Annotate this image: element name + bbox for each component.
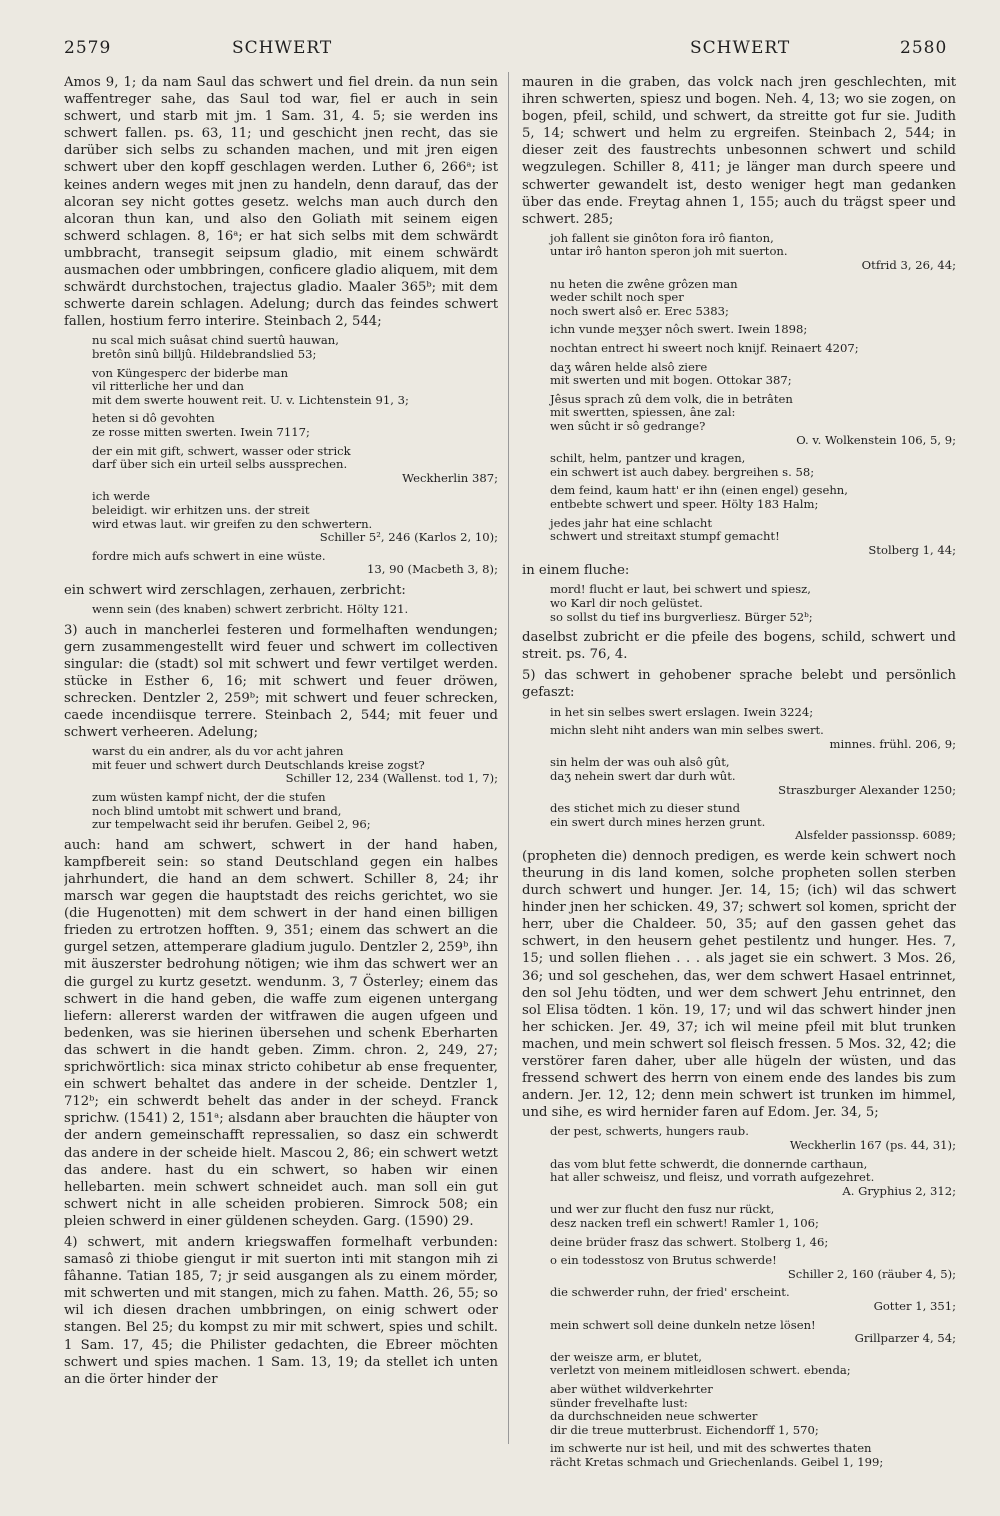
verse-quotation bbox=[92, 334, 498, 361]
verse-quotation bbox=[92, 791, 498, 832]
verse-quotation bbox=[92, 367, 498, 408]
verse-line: bretôn sinû billjû. Hildebrandslied 53; bbox=[92, 347, 317, 361]
verse-quotation bbox=[550, 1236, 956, 1250]
verse-line: wird etwas laut. wir greifen zu den schwertern. bbox=[92, 516, 373, 531]
verse-quotation bbox=[92, 445, 498, 486]
verse-line: schilt, helm, pantzer und kragen, bbox=[550, 451, 746, 466]
verse-line: ich werde bbox=[92, 489, 150, 504]
verse-line: mit swertten, spiessen, âne zal: bbox=[550, 405, 736, 420]
verse-line: daʒ wâren helde alsô ziere bbox=[550, 359, 708, 374]
verse-quotation bbox=[550, 393, 956, 447]
verse-line: im schwerte nur ist heil, und mit des schwertes thaten bbox=[550, 1441, 872, 1456]
verse-line: des stichet mich zu dieser stund bbox=[550, 801, 741, 816]
citation-source: 13, 90 (Macbeth 3, 8); bbox=[366, 562, 498, 577]
verse-line: wo Karl dir noch gelüstet. bbox=[550, 596, 703, 610]
verse-line: mit feuer und schwert durch Deutschlands kreise zogst? bbox=[92, 757, 425, 772]
verse-quotation bbox=[550, 484, 956, 511]
verse-quotation bbox=[550, 724, 956, 751]
verse-line: dir die treue mutterbrust. Eichendorff 1, 570; bbox=[550, 1422, 819, 1437]
verse-quotation bbox=[550, 1442, 956, 1469]
citation-source: Straszburger Alexander 1250; bbox=[778, 782, 956, 797]
left-running-title: SCHWERT bbox=[232, 38, 333, 58]
verse-line: die schwerder ruhn, der fried' erscheint. bbox=[550, 1285, 790, 1300]
column-divider bbox=[508, 72, 509, 1444]
verse-line: joh fallent sie ginôton fora irô fianton, bbox=[550, 230, 774, 245]
verse-line: nu heten die zwêne grôzen man bbox=[550, 276, 738, 291]
verse-line: zur tempelwacht seid ihr berufen. Geibel 2, 96; bbox=[92, 817, 371, 832]
citation-source: Otfrid 3, 26, 44; bbox=[861, 258, 956, 273]
verse-line: darf über sich ein urteil selbs aussprechen. bbox=[92, 457, 348, 472]
entry-paragraph: ein schwert wird zerschlagen, zerhauen, zerbricht: bbox=[64, 582, 406, 598]
verse-line: schwert und streitaxt stumpf gemacht! bbox=[550, 529, 780, 544]
entry-paragraph: Amos 9, 1; da nam Saul das schwert und fiel drein. da nun sein waffentreger sahe, das Saul tod war, fiel er auch in sein schwert, und starb mit jm. 1 Sam. 31, 4. 5; sie werden ins schwert fallen. ps. 63, 11; und geschicht jnen recht, das sie darüber sich selbs zu schanden machen, und mit jren eigen schwert uber den kopff geschlagen werden. Luther 6, 266ᵃ; ist keines andern weges mit jnen zu handeln, denn darauf, das der alcoran sey nicht gottes gesetz. welchs man auch durch den alcoran thun kan, und also den Goliath mit seinem eigen schwerd schlagen. 8, 16ᵃ; er hat sich selbs mit dem schwärdt umbbracht, transegit seipsum gladio, mit einem schwärdt ausmachen oder umbbringen, conficere gladio aliquem, mit dem schwärdt durchstochen, trajectus gladio. Maaler 365ᵇ; mit dem schwerte darein schlagen. Adelung; durch das feindes schwert fallen, hostium ferro interire. Steinbach 2, 544; bbox=[64, 75, 498, 330]
entry-paragraph: 4) schwert, mit andern kriegswaffen formelhaft verbunden: samasô zi thiobe giengut ir mit suerton inti mit stangon mih zi fâhanne. Tatian 185, 7; jr seid ausgangen als zu einem mörder, mit schwerten und mit stangen, mich zu fahen. Matth. 26, 55; so wil ich diesen drachen umbbringen, on einig schwert oder stangen. Bel 25; du kompst zu mir mit schwert, spies und schilt. 1 Sam. 17, 45; die Philister gedachten, die Ebreer möchten schwert und spies machen. 1 Sam. 13, 19; da stellet ich unten an die örter hinder der bbox=[64, 1234, 498, 1387]
verse-line: mit dem swerte houwent reit. U. v. Lichtenstein 91, 3; bbox=[92, 392, 409, 407]
verse-quotation bbox=[550, 1319, 956, 1346]
verse-line: und wer zur flucht den fusz nur rückt, bbox=[550, 1202, 775, 1217]
verse-line: o ein todesstosz von Brutus schwerde! bbox=[550, 1253, 777, 1268]
verse-line: deine brüder frasz das schwert. Stolberg 1, 46; bbox=[550, 1234, 829, 1249]
verse-quotation bbox=[550, 342, 956, 356]
verse-line: aber wüthet wildverkehrter bbox=[550, 1381, 713, 1396]
verse-quotation bbox=[550, 278, 956, 319]
verse-line: warst du ein andrer, als du vor acht jahren bbox=[92, 744, 344, 759]
verse-quotation bbox=[92, 412, 498, 439]
verse-line: noch swert alsô er. Erec 5383; bbox=[550, 303, 729, 318]
verse-line: der weisze arm, er blutet, bbox=[550, 1349, 702, 1364]
entry-paragraph: daselbst zubricht er die pfeile des bogens, schild, schwert und streit. ps. 76, 4. bbox=[522, 630, 956, 663]
verse-line: ein schwert ist auch dabey. bergreihen s. 58; bbox=[550, 464, 815, 479]
verse-line: das vom blut fette schwerdt, die donnernde carthaun, bbox=[550, 1156, 868, 1171]
entry-paragraph: in einem fluche: bbox=[522, 563, 630, 579]
verse-quotation bbox=[550, 323, 956, 337]
verse-line: rächt Kretas schmach und Griechenlands. Geibel 1, 199; bbox=[550, 1454, 884, 1469]
citation-source: Alsfelder passionssp. 6089; bbox=[795, 828, 956, 843]
verse-line: daʒ nehein swert dar durh wût. bbox=[550, 768, 736, 783]
verse-quotation bbox=[550, 802, 956, 843]
verse-line: sünder frevelhafte lust: bbox=[550, 1395, 688, 1410]
verse-quotation bbox=[550, 756, 956, 797]
verse-line: noch blind umtobt mit schwert und brand, bbox=[92, 803, 342, 818]
verse-line: weder schilt noch sper bbox=[550, 290, 684, 305]
verse-quotation bbox=[92, 603, 498, 617]
verse-line: in het sin selbes swert erslagen. Iwein 3224; bbox=[550, 704, 814, 719]
verse-line: mein schwert soll deine dunkeln netze lösen! bbox=[550, 1317, 816, 1332]
citation-source: Schiller 5², 246 (Karlos 2, 10); bbox=[319, 530, 498, 545]
verse-line: mit swerten und mit bogen. Ottokar 387; bbox=[550, 373, 792, 388]
verse-line: untar irô hanton speron joh mit suerton. bbox=[550, 244, 788, 259]
verse-line: ze rosse mitten swerten. Iwein 7117; bbox=[92, 424, 310, 439]
verse-line: zum wüsten kampf nicht, der die stufen bbox=[92, 790, 326, 805]
verse-line: ein swert durch mines herzen grunt. bbox=[550, 814, 766, 829]
verse-line: nu scal mich suâsat chind suertû hauwan, bbox=[92, 333, 339, 348]
verse-line: der ein mit gift, schwert, wasser oder strick bbox=[92, 443, 351, 458]
verse-line: vil ritterliche her und dan bbox=[92, 379, 244, 394]
verse-line: der pest, schwerts, hungers raub. bbox=[550, 1124, 749, 1139]
verse-line: ichn vunde meʒʒer nôch swert. Iwein 1898; bbox=[550, 322, 808, 337]
verse-line: wenn sein (des knaben) schwert zerbricht. Hölty 121. bbox=[92, 602, 409, 616]
entry-paragraph: mauren in die graben, das volck nach jren geschlechten, mit ihren schwerten, spiesz und bogen. Neh. 4, 13; wo sie zogen, on bogen, pfeil, schild, und schwert, da streitte got fur sie. Judith 5, 14; schwert und helm zu ergreifen. Steinbach 2, 544; in dieser zeit des faustrechts unbesonnen schwert und schild wegzulegen. Schiller 8, 411; je länger man durch speere und schwerter gewandelt ist, desto weniger hegt man gedanken über das ende. Freytag ahnen 1, 155; auch du trägst speer und schwert. 285; bbox=[522, 75, 956, 227]
verse-line: desz nacken trefl ein schwert! Ramler 1, 106; bbox=[550, 1215, 819, 1230]
verse-line: von Küngesperc der biderbe man bbox=[92, 365, 289, 380]
verse-quotation bbox=[550, 1286, 956, 1313]
verse-quotation bbox=[550, 1125, 956, 1152]
verse-line: hat aller schweisz, und fleisz, und vorrath aufgezehret. bbox=[550, 1170, 875, 1185]
verse-line: michn sleht niht anders wan min selbes swert. bbox=[550, 723, 824, 738]
verse-quotation bbox=[550, 1383, 956, 1437]
verse-quotation bbox=[550, 361, 956, 388]
verse-line: entbebte schwert und speer. Hölty 183 Halm; bbox=[550, 496, 819, 511]
entry-paragraph: 5) das schwert in gehobener sprache belebt und persönlich gefaszt: bbox=[522, 668, 956, 701]
verse-quotation bbox=[550, 232, 956, 273]
verse-line: fordre mich aufs schwert in eine wüste. bbox=[92, 548, 326, 563]
verse-line: wen sûcht ir sô gedrange? bbox=[550, 418, 706, 433]
verse-quotation bbox=[92, 550, 498, 577]
verse-quotation bbox=[550, 1158, 956, 1199]
left-page-number: 2579 bbox=[64, 38, 112, 58]
right-page-number: 2580 bbox=[900, 38, 948, 58]
verse-quotation bbox=[550, 1351, 956, 1378]
verse-line: jedes jahr hat eine schlacht bbox=[550, 515, 713, 530]
verse-quotation bbox=[550, 583, 956, 624]
verse-quotation bbox=[550, 706, 956, 720]
verse-quotation bbox=[92, 490, 498, 544]
verse-quotation bbox=[550, 1203, 956, 1230]
right-running-title: SCHWERT bbox=[690, 38, 791, 58]
right-column bbox=[522, 74, 956, 1494]
verse-line: beleidigt. wir erhitzen uns. der streit bbox=[92, 502, 310, 517]
citation-source: Weckherlin 167 (ps. 44, 31); bbox=[789, 1138, 956, 1152]
verse-line: so sollst du tief ins burgverliesz. Bürger 52ᵇ; bbox=[550, 609, 813, 624]
verse-line: Jêsus sprach zû dem volk, die in betrâten bbox=[550, 391, 793, 406]
verse-quotation bbox=[550, 517, 956, 558]
citation-source: Schiller 2, 160 (räuber 4, 5); bbox=[787, 1266, 956, 1281]
entry-paragraph: auch: hand am schwert, schwert in der hand haben, kampfbereit sein: so stand Deutschland gegen ein halbes jahrhundert, die hand an dem schwert. Schiller 8, 24; ihr marsch war gegen die hauptstadt des reichs gerichtet, wo sie (die Hugenotten) mit dem schwert in der hand einen billigen frieden zu ertrotzen hofften. 9, 351; einem das schwert an die gurgel setzen, attemperare gladium jugulo. Dentzler 2, 259ᵇ, ihn mit äuszerster bedrohung nötigen; wie ihm das schwert wer an die gurgel zu kurtz gesetzt. wendunm. 3, 7 Österley; einem das schwert in die hand geben, die waffe zum eigenen untergang liefern: allererst warden der witfrawen die augen ufgeen und bedenken, was sie hierinen übersehen und schenk Eberharten das schwert in die handt geben. Zimm. chron. 2, 249, 27; sprichwörtlich: sica minax stricto cohibetur ab ense frequenter, ein schwert behaltet das andere in der scheide. Dentzler 1, 712ᵇ; ein schwerdt behelt das ander in der scheyd. Franck sprichw. (1541) 2, 151ᵃ; alsdann aber brauchten die häupter von der andern gemeinschafft repressalien, so dasz ein schwerdt das andere in der scheide hielt. Mascou 2, 86; ein schwert wetzt das andere. hast du ein schwert, so haben wir einen hellebarten. mein schwert schneidet auch. man soll ein gut schwert nicht in alle scheiden probieren. Simrock 508; ein pleien schwerd in einer güldenen scheyden. Garg. (1590) 29. bbox=[64, 837, 498, 1229]
citation-source: A. Gryphius 2, 312; bbox=[842, 1183, 956, 1198]
verse-quotation bbox=[92, 745, 498, 786]
entry-paragraph: (propheten die) dennoch predigen, es werde kein schwert noch theurung in dis land komen, solche propheten sollen sterben durch schwert und hunger. Jer. 14, 15; (ich) wil das schwert hinder jnen her schicken. 49, 37; schwert sol komen, spricht der herr, uber die Chaldeer. 50, 35; auf den gassen gehet das schwert, in den heusern gehet pestilentz und hunger. Hes. 7, 15; und sollen fliehen . . . als jaget sie ein schwert. 3 Mos. 26, 36; und sol geschehen, das, wer dem schwert Hasael entrinnet, den sol Jehu tödten, und wer dem schwert Jehu entrinnet, den sol Elisa tödten. 1 kön. 19, 17; und wil das schwert hinder jnen her schicken. Jer. 49, 37; ich wil meine pfeil mit blut trunken machen, und mein schwert sol fleisch fressen. 5 Mos. 32, 42; die verstörer faren daher, uber alle hügeln der wüsten, und das fressend schwert des herrn von einem ende des landes bis zum andern. Jer. 12, 12; denn mein schwert ist trunken im himmel, und sihe, es wird hernider faren auf Edom. Jer. 34, 5; bbox=[522, 848, 956, 1121]
verse-line: da durchschneiden neue schwerter bbox=[550, 1409, 758, 1424]
verse-line: sin helm der was ouh alsô gût, bbox=[550, 755, 730, 770]
verse-line: dem feind, kaum hatt' er ihn (einen engel) gesehn, bbox=[550, 483, 848, 498]
citation-source: Schiller 12, 234 (Wallenst. tod 1, 7); bbox=[285, 771, 498, 786]
citation-source: Weckherlin 387; bbox=[402, 470, 498, 485]
entry-paragraph: 3) auch in mancherlei festeren und formelhaften wendungen; gern zusammengestellt wird feuer und schwert im collectiven singular: die (stadt) sol mit schwert und fewr vertilget werden. stücke in Esther 6, 16; mit schwert und feuer dröwen, schrecken. Dentzler 2, 259ᵇ; mit schwert und feuer schrecken, caede incendiisque terrere. Steinbach 2, 544; mit feuer und schwert verheeren. Adelung; bbox=[64, 622, 498, 741]
left-column bbox=[64, 74, 498, 1494]
citation-source: Stolberg 1, 44; bbox=[868, 542, 956, 557]
citation-source: O. v. Wolkenstein 106, 5, 9; bbox=[796, 432, 956, 447]
verse-line: mord! flucht er laut, bei schwert und spiesz, bbox=[550, 582, 811, 597]
verse-line: verletzt von meinem mitleidlosen schwert. ebenda; bbox=[550, 1363, 851, 1378]
citation-source: minnes. frühl. 206, 9; bbox=[829, 736, 956, 751]
citation-source: Grillparzer 4, 54; bbox=[854, 1331, 956, 1346]
verse-line: nochtan entrect hi sweert noch knijf. Reinaert 4207; bbox=[550, 341, 859, 355]
verse-quotation bbox=[550, 1254, 956, 1281]
citation-source: Gotter 1, 351; bbox=[873, 1298, 956, 1313]
verse-line: heten si dô gevohten bbox=[92, 411, 215, 426]
verse-quotation bbox=[550, 452, 956, 479]
